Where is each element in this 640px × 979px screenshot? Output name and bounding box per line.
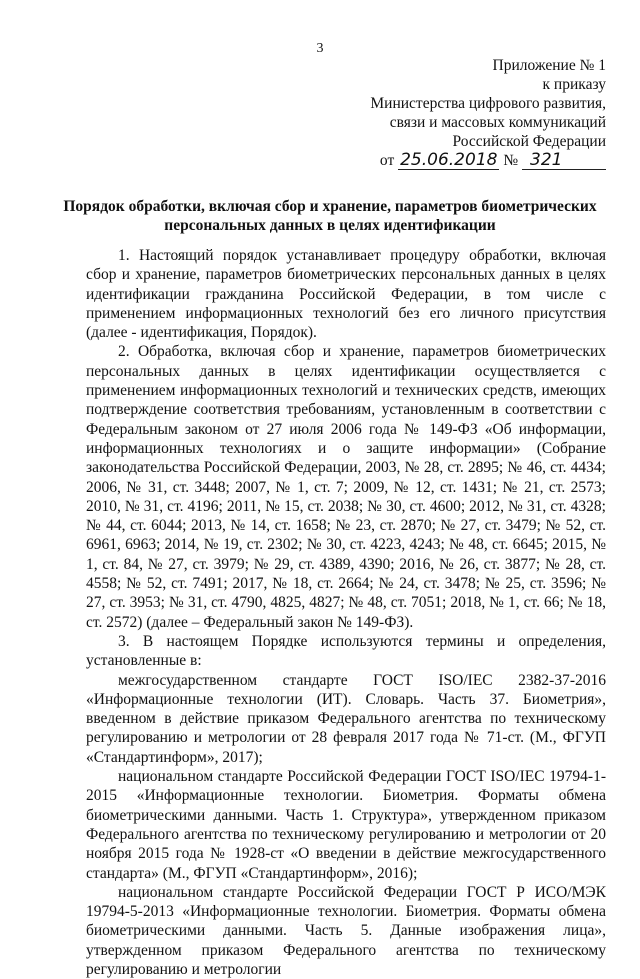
paragraph-5: национальном стандарте Российской Федерации ГОСТ ISO/IEC 19794-1-2015 «Информационные технологии. Биометрия. Форматы обмена биометрическими данными. Часть 1. Структура», утвержденном приказом Федерального агентства по техническому регулированию и метрологии от 20 ноября 2015 года № 1928-ст «О введении в действие межгосударственного стандарта» (М., ФГУП «Стандартинформ», 2016); (86, 768, 606, 882)
document-title: Порядок обработки, включая сбор и хранение, параметров биометрических персональных данных в целях идентификации (63, 198, 597, 234)
appendix-line-2: к приказу (542, 76, 606, 93)
number-prefix: № (503, 152, 519, 169)
appendix-line-4: связи и массовых коммуникаций (389, 114, 606, 131)
document-body (86, 246, 606, 979)
handwritten-order-number: 321 (522, 151, 606, 170)
date-prefix: от (379, 152, 395, 169)
page-number: 3 (316, 41, 324, 56)
handwritten-date: 25.06.2018 (400, 150, 498, 170)
paragraph-1: 1. Настоящий порядок устанавливает процедуру обработки, включая сбор и хранение, параметров биометрических персональных данных в целях идентификации гражданина Российской Федерации, в том числе с применением информационных технологий без его личного присутствия (далее - идентификация, Порядок). (86, 247, 606, 342)
paragraph-4: межгосударственном стандарте ГОСТ ISO/IEC 2382-37-2016 «Информационные технологии (ИТ). Словарь. Часть 37. Биометрия», введенном в действие приказом Федерального агентства по техническому регулированию и метрологии от 28 февраля 2017 года № 71-ст. (М., ФГУП «Стандартинформ», 2017); (86, 671, 606, 766)
appendix-line-1: Приложение № 1 (492, 57, 606, 74)
appendix-block (346, 56, 606, 170)
order-date-number-line (346, 151, 606, 170)
paragraph-3: 3. В настоящем Порядке используются термины и определения, установленные в: (86, 632, 606, 670)
paragraph-6: национальном стандарте Российской Федерации ГОСТ Р ИСО/МЭК 19794-5-2013 «Информационные технологии. Биометрия. Форматы обмена биометрическими данными. Часть 5. Данные изображения лица», утвержденном приказом Федерального агентства по техническому регулированию и метрологии (86, 883, 606, 978)
paragraph-2: 2. Обработка, включая сбор и хранение, параметров биометрических персональных данных в целях идентификации осуществляется с применением информационных технологий и технических средств, имеющих подтверждение соответствия требованиям, установленным в соответствии с Федеральным законом от 27 июля 2006 года № 149-ФЗ «Об информации, информационных технологиях и о защите информации» (Собрание законодательства Российской Федерации, 2003, № 28, ст. 2895; № 46, ст. 4434; 2006, № 31, ст. 3448; 2007, № 1, ст. 7; 2009, № 12, ст. 1431; № 21, ст. 2573; 2010, № 31, ст. 4196; 2011, № 15, ст. 2038; № 30, ст. 4600; 2012, № 31, ст. 4328; № 44, ст. 6044; 2013, № 14, ст. 1658; № 23, ст. 2870; № 27, ст. 3479; № 52, ст. 6961, 6963; 2014, № 19, ст. 2302; № 30, ст. 4223, 4243; № 48, ст. 6645; 2015, № 1, ст. 84, № 27, ст. 3979; № 29, ст. 4389, 4390; 2016, № 26, ст. 3877; № 28, ст. 4558; № 52, ст. 7491; 2017, № 18, ст. 2664; № 24, ст. 3478; № 25, ст. 3596; № 27, ст. 3953; № 31, ст. 4790, 4825, 4827; № 48, ст. 7051; 2018, № 1, ст. 66; № 18, ст. 2572) (далее – Федеральный закон № 149-ФЗ). (86, 343, 606, 631)
appendix-line-3: Министерства цифрового развития, (370, 95, 606, 112)
appendix-line-5: Российской Федерации (452, 133, 606, 150)
